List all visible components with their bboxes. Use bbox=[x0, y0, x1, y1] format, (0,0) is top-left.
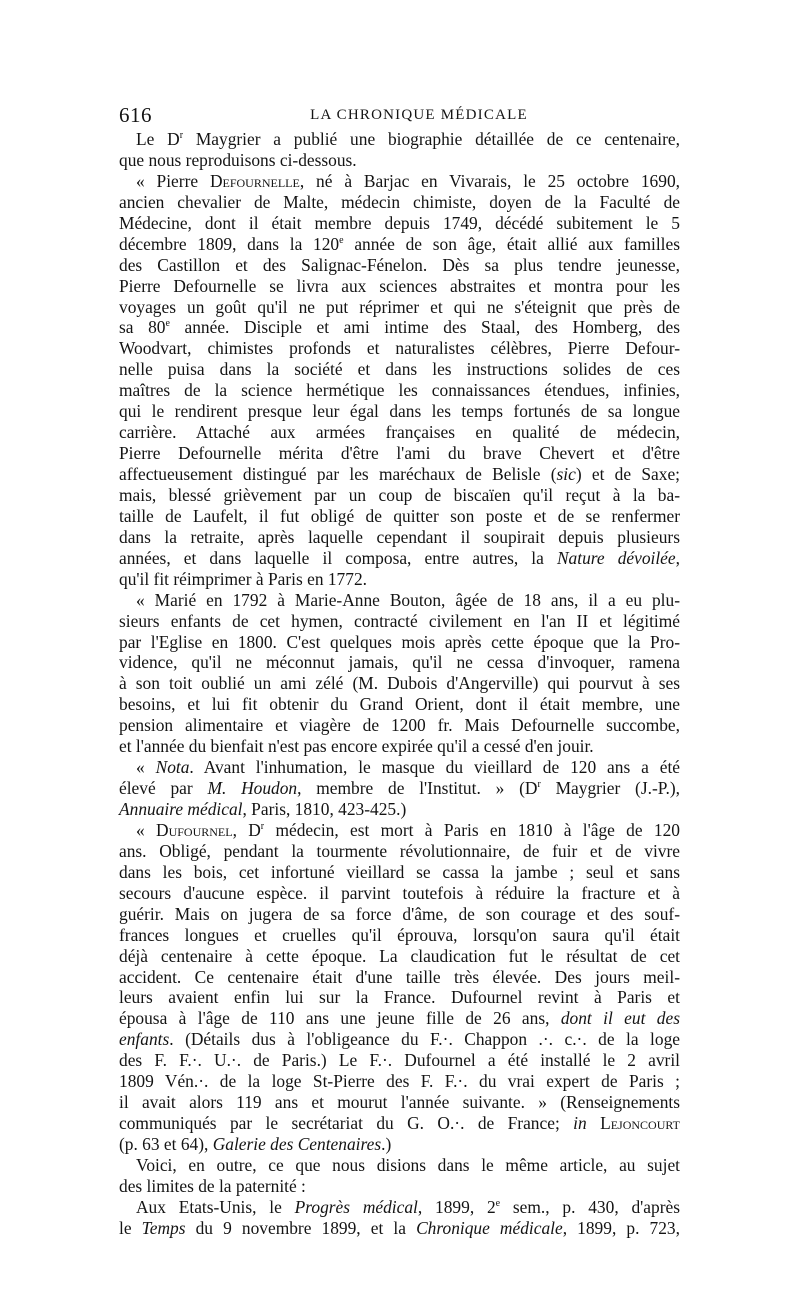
text-line: guérir. Mais on jugera de sa force d'âme, de son courage et des souf- bbox=[119, 903, 680, 924]
text-line: épousa à l'âge de 110 ans une jeune fille de 26 ans, dont il eut des bbox=[119, 1008, 680, 1029]
text-line: secours d'aucune espèce. il parvint toutefois à réduire la fracture et à bbox=[119, 882, 680, 903]
text-line: il avait alors 119 ans et mourut l'année suivante. » (Renseignements bbox=[119, 1092, 680, 1113]
text-line: vidence, qu'il ne méconnut jamais, qu'il ne cessa d'invoquer, ramena bbox=[119, 652, 680, 673]
text-line: « Pierre Defournelle, né à Barjac en Vivarais, le 25 octobre 1690, bbox=[136, 170, 680, 191]
text-line: nelle puisa dans la société et dans les instructions solides de ces bbox=[119, 359, 680, 380]
text-line: qu'il fit réimprimer à Paris en 1772. bbox=[119, 568, 367, 589]
text-line: (p. 63 et 64), Galerie des Centenaires.) bbox=[119, 1134, 392, 1154]
text-line: affectueusement distingué par les maréchaux de Belisle (sic) et de Saxe; bbox=[119, 464, 680, 484]
text-line: des F. F.·. U.·. de Paris.) Le F.·. Dufournel a été installé le 2 avril bbox=[119, 1050, 680, 1071]
text-line: sa 80e année. Disciple et ami intime des Staal, des Homberg, des bbox=[119, 317, 680, 338]
text-line: dans la retraite, après laquelle cependant il soupirait depuis plusieurs bbox=[119, 526, 680, 547]
text-line: ancien chevalier de Malte, médecin chimiste, doyen de la Faculté de bbox=[119, 191, 680, 212]
text-line: mais, blessé grièvement par un coup de biscaïen qu'il reçut à la ba- bbox=[119, 484, 680, 505]
body-text bbox=[119, 129, 680, 1239]
text-line: Le $D^r$ Maygrier a publié une biographie détaillée de ce centenaire, bbox=[136, 129, 680, 149]
text-line: accident. Ce centenaire était d'une taille très élevée. Des jours meil- bbox=[119, 966, 680, 987]
text-line: décembre 1809, dans la 120e année de son âge, était allié aux familles bbox=[119, 233, 680, 254]
text-line: leurs avaient enfin lui sur la France. Dufournel revint à Paris et bbox=[119, 987, 680, 1008]
text-line: à son toit oublié un ami zélé (M. Dubois d'Angerville) qui pourvut à ses bbox=[119, 673, 680, 694]
text-line: dans les bois, cet infortuné vieillard se cassa la jambe ; seul et sans bbox=[119, 861, 680, 882]
text-line: 1809 Vén.·. de la loge St-Pierre des F. F.·. du vrai expert de Paris ; bbox=[119, 1071, 680, 1092]
text-line: Voici, en outre, ce que nous disions dans le même article, au sujet bbox=[136, 1154, 680, 1175]
text-line: besoins, et lui fit obtenir du Grand Orient, dont il était membre, une bbox=[119, 694, 680, 715]
text-line: Pierre Defournelle se livra aux sciences abstraites et montra pour les bbox=[119, 275, 680, 296]
text-line: que nous reproduisons ci-dessous. bbox=[119, 149, 357, 170]
text-line: déjà centenaire à cette époque. La claudication fut le résultat de cet bbox=[119, 945, 680, 966]
text-line: frances longues et cruelles qu'il éprouva, lorsqu'on saura qu'il était bbox=[119, 924, 680, 945]
text-line: ans. Obligé, pendant la tourmente révolutionnaire, de fuir et de vivre bbox=[119, 840, 680, 861]
text-line: carrière. Attaché aux armées françaises en qualité de médecin, bbox=[119, 422, 680, 443]
text-line: élevé par M. Houdon, membre de l'Institut. » ($D^r$ Maygrier (J.-P.), bbox=[119, 778, 680, 799]
text-line: « Marié en 1792 à Marie-Anne Bouton, âgée de 18 ans, il a eu plu- bbox=[136, 589, 680, 610]
text-line: pension alimentaire et viagère de 1200 fr. Mais Defournelle succombe, bbox=[119, 715, 680, 736]
text-line: par l'Eglise en 1800. C'est quelques mois après cette époque que la Pro- bbox=[119, 631, 680, 652]
text-line: et l'année du bienfait n'est pas encore expirée qu'il a cessé d'en jouir. bbox=[119, 736, 594, 757]
text-line: sieurs enfants de cet hymen, contracté civilement en l'an II et légitimé bbox=[119, 610, 680, 631]
running-title: LA CHRONIQUE MÉDICALE bbox=[310, 107, 528, 123]
text-line: communiqués par le secrétariat du G. O.·. de France; in Lejoncourt bbox=[119, 1113, 680, 1134]
text-line: maîtres de la science hermétique les connaissances étendues, infinies, bbox=[119, 380, 680, 401]
text-line: « Nota. Avant l'inhumation, le masque du vieillard de 120 ans a été bbox=[136, 757, 680, 778]
text-line: des limites de la paternité : bbox=[119, 1175, 306, 1196]
text-line: années, et dans laquelle il composa, entre autres, la Nature dévoilée, bbox=[119, 547, 680, 568]
text-line: Aux Etats-Unis, le Progrès médical, 1899, 2e sem., p. 430, d'après bbox=[136, 1196, 680, 1217]
text-line: Pierre Defournelle mérita d'être l'ami du brave Chevert et d'être bbox=[119, 443, 680, 464]
text-line: qui le rendirent presque leur égal dans les temps fortunés de sa longue bbox=[119, 401, 680, 422]
text-line: Médecine, dont il était membre depuis 1749, décédé subitement le 5 bbox=[119, 212, 680, 233]
text-line: enfants. (Détails dus à l'obligeance du F.·. Chappon .·. c.·. de la loge bbox=[119, 1029, 680, 1050]
text-line: Woodvart, chimistes profonds et naturalistes célèbres, Pierre Defour- bbox=[119, 338, 680, 359]
text-line: des Castillon et des Salignac-Fénelon. Dès sa plus tendre jeunesse, bbox=[119, 254, 680, 275]
text-line: voyages un goût qu'il ne put réprimer et qui ne s'éteignit que près de bbox=[119, 296, 680, 317]
text-line: « Dufournel, $D^r$ médecin, est mort à Paris en 1810 à l'âge de 120 bbox=[136, 819, 680, 840]
page-number: 616 bbox=[119, 103, 152, 127]
text-line: taille de Laufelt, il fut obligé de quitter son poste et de se renfermer bbox=[119, 505, 680, 526]
text-line: le Temps du 9 novembre 1899, et la Chronique médicale, 1899, p. 723, bbox=[119, 1217, 680, 1238]
text-line: Annuaire médical, Paris, 1810, 423-425.) bbox=[119, 799, 407, 819]
